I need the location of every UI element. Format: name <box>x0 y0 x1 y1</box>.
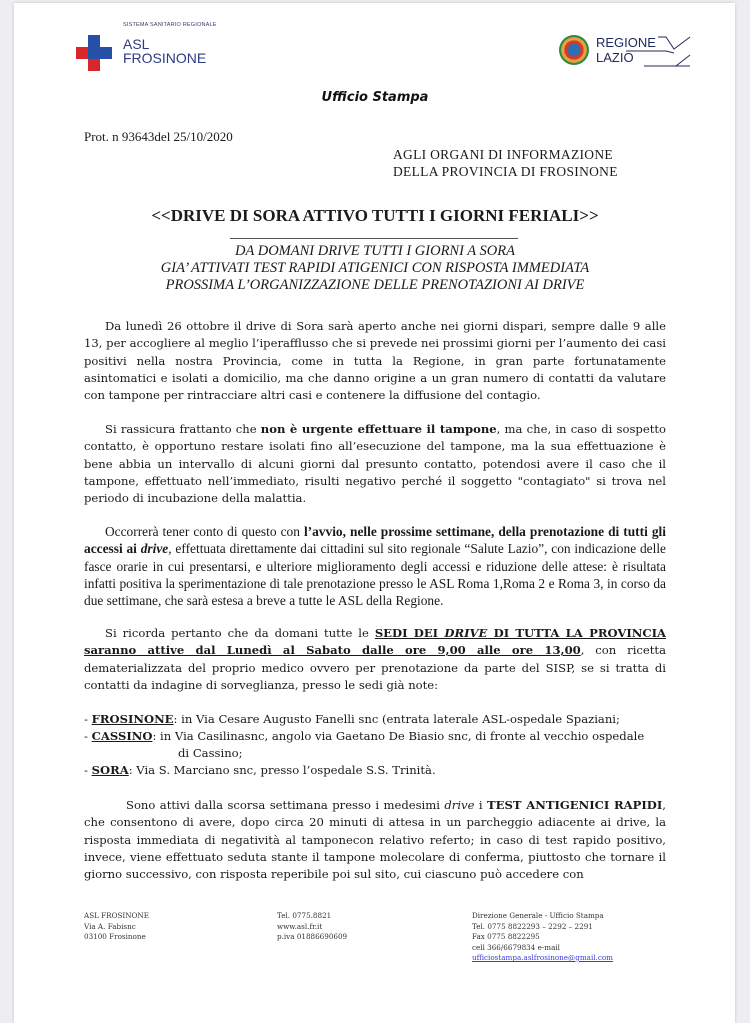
location-name: CASSINO <box>91 729 153 743</box>
website-link[interactable]: www.asl.fr.it <box>277 921 323 931</box>
list-item-continuation: di Cassino; <box>178 746 243 760</box>
subtitle-line: DA DOMANI DRIVE TUTTI I GIORNI A SORA <box>235 243 515 259</box>
drive-locations-list <box>84 711 674 779</box>
asl-logo-name <box>123 37 206 65</box>
recipient-block <box>393 146 618 180</box>
regione-lazio-logo <box>559 33 689 69</box>
subtitle-line: GIA’ ATTIVATI TEST RAPIDI ATIGENICI CON RISPOSTA IMMEDIATA <box>160 260 590 276</box>
footer-address: ASL FROSINONE Via A. Fabisnc 03100 Frosinone <box>84 911 149 941</box>
lazio-emblem-icon <box>559 35 589 65</box>
footer-press-office: Direzione Generale - Ufficio Stampa Tel. 0775 8822293 – 2292 – 2291 Fax 0775 8822295 cell 366/6679834 e-mail ufficiostampa.aslfrosinone@gmail.com <box>472 911 613 962</box>
email-link[interactable]: ufficiostampa.aslfrosinone@gmail.com <box>472 953 613 962</box>
title-separator <box>230 238 518 239</box>
asl-name-line1: ASL <box>123 36 150 52</box>
asl-tagline: SISTEMA SANITARIO REGIONALE <box>123 22 217 28</box>
list-item: - FROSINONE: in Via Cesare Augusto Fanelli snc (entrata laterale ASL-ospedale Spaziani; <box>84 712 620 726</box>
location-name: FROSINONE <box>91 712 174 726</box>
subtitle-line: PROSSIMA L’ORGANIZZAZIONE DELLE PRENOTAZIONI AI DRIVE <box>165 277 585 293</box>
paragraph-4: Si ricorda pertanto che da domani tutte le SEDI DEI DRIVE DI TUTTA LA PROVINCIA saranno attive dal Lunedì al Sabato dalle ore 9,00 alle ore 13,00, con ricetta dematerializzata del proprio medico ovvero per prenotazione da parte del SISP, se si tratta di contatti da indagine di sorveglianza, presso le sedi già note: <box>84 626 667 692</box>
location-name: SORA <box>91 763 129 777</box>
recipient-line2: DELLA PROVINCIA DI FROSINONE <box>393 164 618 179</box>
asl-cross-logo-icon <box>76 35 112 71</box>
emphasis-bold: TEST ANTIGENICI RAPIDI <box>487 798 663 812</box>
recipient-line1: AGLI ORGANI DI INFORMAZIONE <box>393 147 613 162</box>
region-line2: LAZIO <box>596 50 634 65</box>
paragraph-3: Occorrerà tener conto di questo con l’avvio, nelle prossime settimane, della prenotazione di tutti gli accessi ai drive, effettuata direttamente dai cittadini sul sito regionale “Salute Lazio”, con indicazione delle fasce orarie in cui presentarsi, e ulteriore miglioramento degli accessi e riduzione delle attese: è risultata infatti positiva la sperimentazione di tale prenotazione presso le ASL Roma 1,Roma 2 e Roma 3, in corso da due settimane, che sarà estesa a breve a tutte le ASL della Regione. <box>84 524 666 609</box>
office-title: Ufficio Stampa <box>321 90 429 105</box>
paragraph-5: Sono attivi dalla scorsa settimana presso i medesimi drive i TEST ANTIGENICI RAPIDI, che consentono di avere, dopo circa 20 minuti di attesa in un parcheggio adiacente ai drive, la risposta immediata di negatività al tamponecon relativo referto; in caso di test rapido positivo, invece, viene effettuato seduta stante il tampone molecolare di conferma, piuttosto che tornare il giorno successivo, con risposta reperibile poi sul sito, cui ciascuno può accedere con <box>84 798 666 882</box>
paragraph-2: Si rassicura frattanto che non è urgente effettuare il tampone, ma che, in caso di sospetto contatto, è opportuno restare isolati fino all’esecuzione del tampone, ma la sua effettuazione è bene abbia un intervallo di alcuni giorni dal presunto contatto, potendosi avere il caso che il tampone, effettuato nell’immediato, risulti negativo perché il soggetto "contagiato" si trova nel periodo di incubazione della malattia. <box>84 422 666 506</box>
list-item: - CASSINO: in Via Casilinasnc, angolo via Gaetano De Biasio snc, di fronte al vecchio ospedale <box>84 729 645 743</box>
press-release-title: <<DRIVE DI SORA ATTIVO TUTTI I GIORNI FERIALI>> <box>151 206 599 225</box>
protocol-number: Prot. n 93643del 25/10/2020 <box>84 129 233 144</box>
asl-name-line2: FROSINONE <box>123 50 207 66</box>
footer-contacts: Tel. 0775.8821 www.asl.fr.it p.iva 01886690609 <box>277 911 348 941</box>
lazio-decorative-lines-icon <box>596 33 691 69</box>
emphasis-bold-italic: drive <box>140 541 169 557</box>
emphasis-underline: SEDI DEI DRIVE DI TUTTA LA PROVINCIA saranno attive dal Lunedì al Sabato dalle ore 9,00 alle ore 13,00 <box>84 626 667 658</box>
emphasis-bold: non è urgente effettuare il tampone <box>260 422 497 436</box>
subtitle-block <box>0 243 750 294</box>
paragraph-1: Da lunedì 26 ottobre il drive di Sora sarà aperto anche nei giorni dispari, sempre dalle 9 alle 13, per accogliere al meglio l’iperafflusso che si prevede nei prossimi giorni per l’aumento dei casi positivi nella nostra Provincia, come in tutta la Regione, in gran parte fortunatamente asintomatici e isolati a domicilio, ma che danno origine a un gran numero di contatti da valutare con tampone per rintracciare altri casi e contenere la diffusione del contagio. <box>84 319 666 403</box>
list-item: - SORA: Via S. Marciano snc, presso l’ospedale S.S. Trinità. <box>84 763 436 777</box>
region-line1: REGIONE <box>596 35 656 50</box>
emphasis-bold: l’avvio, nelle prossime settimane, della prenotazione di tutti gli accessi ai <box>84 524 666 557</box>
